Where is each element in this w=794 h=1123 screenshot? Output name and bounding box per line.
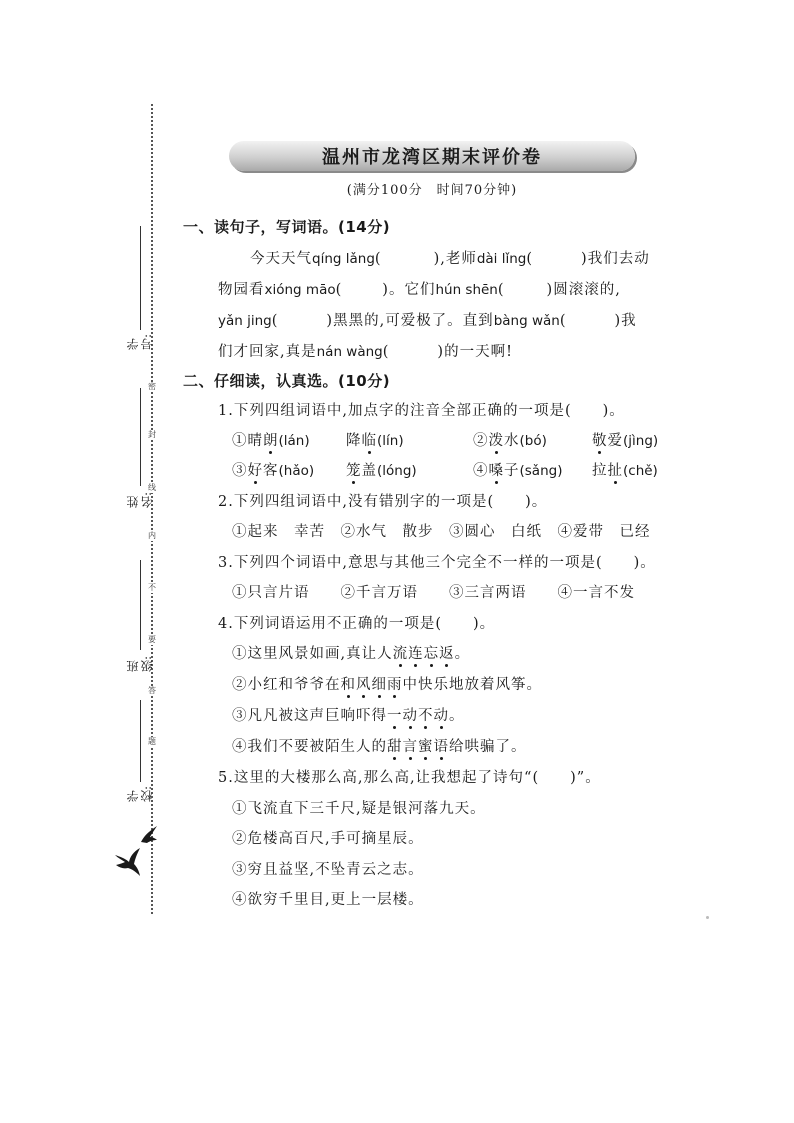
dotted-char: 忘	[423, 646, 440, 662]
text: ),老师	[433, 251, 477, 267]
title-banner	[229, 141, 635, 171]
text: )我们去动	[581, 251, 650, 267]
q1-opt-d2[interactable]: 拉扯(chě)	[592, 463, 658, 479]
q4-option-2[interactable]: ②小红和爷爷在和风细雨中快乐地放着风筝。	[232, 677, 542, 693]
student-id-label: 学号:	[126, 334, 154, 351]
swallow-big-icon	[113, 845, 143, 879]
s1-line-1	[250, 247, 650, 268]
text: (	[382, 344, 390, 360]
dotted-phrase	[341, 677, 403, 693]
q1-opt-b2[interactable]: 敬爱(jìng)	[592, 433, 659, 449]
q2-options[interactable]: ①起来 幸苦 ②水气 散步 ③圆心 白纸 ④爱带 已经	[232, 524, 651, 540]
dotted-phrase	[387, 739, 449, 755]
dotted-char: 动	[402, 708, 418, 724]
dotted-char: 和	[340, 677, 356, 693]
dotted-char: 一	[387, 708, 403, 724]
dotted-char: 临	[361, 433, 377, 449]
name-line	[140, 388, 141, 486]
seal-char: 题	[148, 737, 156, 746]
binding-margin	[0, 0, 160, 1123]
q5-option-1[interactable]: ①飞流直下三千尺,疑是银河落九天。	[232, 801, 486, 817]
pinyin: hún shēn	[435, 282, 498, 298]
question-4: 4.下列词语运用不正确的一项是( )。	[218, 616, 496, 632]
dotted-char: 动	[433, 708, 449, 724]
dotted-char: 甜	[387, 739, 403, 755]
class-label: 班级:	[126, 656, 154, 673]
seal-char: 内	[148, 531, 156, 540]
dotted-char: 嗓	[488, 463, 504, 479]
swallow-small-icon	[138, 822, 160, 846]
name-label: 姓名:	[126, 492, 154, 509]
q5-option-3[interactable]: ③穷且益坚,不坠青云之志。	[232, 862, 424, 878]
text: (	[374, 251, 382, 267]
q5-option-2[interactable]: ②危楼高百尺,手可摘星辰。	[232, 831, 424, 847]
seal-char: 密	[148, 382, 156, 391]
pinyin: yǎn jing	[218, 313, 272, 329]
pinyin: qíng lǎng	[312, 251, 375, 267]
dotted-char: 好	[247, 463, 263, 479]
dotted-char: 风	[356, 677, 372, 693]
dotted-phrase	[393, 646, 455, 662]
text: )的一天啊!	[437, 344, 513, 360]
q3-options[interactable]: ①只言片语 ②千言万语 ③三言两语 ④一言不发	[232, 585, 635, 601]
page-title: 温州市龙湾区期末评价卷	[322, 147, 542, 168]
dotted-char: 语	[433, 739, 449, 755]
pinyin: dài lǐng	[476, 251, 527, 267]
s1-line-4	[218, 340, 513, 361]
q1-opt-a2[interactable]: 降临(lín)	[346, 433, 404, 449]
text: (	[335, 282, 343, 298]
q1-opt-c2[interactable]: 笼盖(lóng)	[346, 463, 417, 479]
text: 们才回家,真是	[218, 344, 317, 360]
text: )。它们	[382, 282, 436, 298]
pinyin: bàng wǎn	[493, 313, 560, 329]
student-id-line	[140, 226, 141, 330]
q1-opt-b1[interactable]: ②泼水(bó)	[473, 433, 547, 449]
s1-line-3	[218, 309, 637, 330]
q1-opt-d1[interactable]: ④嗓子(sǎng)	[473, 463, 563, 479]
question-5: 5.这里的大楼那么高,那么高,让我想起了诗句“( )”。	[218, 770, 601, 786]
text: )黑黑的,可爱极了。直到	[326, 313, 494, 329]
dotted-char: 敬	[592, 433, 608, 449]
school-line	[140, 700, 141, 782]
text: 物园看	[218, 282, 265, 298]
seal-char: 线	[148, 483, 156, 492]
q1-opt-a1[interactable]: ①晴朗(lán)	[232, 433, 310, 449]
seal-char: 要	[148, 635, 156, 644]
school-label: 学校:	[126, 786, 154, 803]
question-2: 2.下列四组词语中,没有错别字的一项是( )。	[218, 494, 548, 510]
question-3: 3.下列四个词语中,意思与其他三个完全不一样的一项是( )。	[218, 555, 656, 571]
text: (	[271, 313, 279, 329]
page-subtitle: (满分100分 时间70分钟)	[346, 183, 518, 198]
dotted-char: 雨	[387, 677, 403, 693]
dotted-char: 言	[402, 739, 418, 755]
dotted-char: 扯	[607, 463, 623, 479]
dotted-phrase	[387, 708, 449, 724]
dotted-char: 连	[408, 646, 424, 662]
text: 今天天气	[250, 251, 312, 267]
seal-char: 答	[148, 686, 156, 695]
scan-speck	[706, 916, 709, 919]
q1-opt-c1[interactable]: ③好客(hǎo)	[232, 463, 315, 479]
dotted-char: 笼	[346, 463, 362, 479]
section-1-heading: 一、读句子，写词语。(14分)	[183, 218, 391, 236]
text: (	[526, 251, 534, 267]
q5-option-4[interactable]: ④欲穷千里目,更上一层楼。	[232, 892, 424, 908]
dotted-char: 不	[418, 708, 434, 724]
q4-option-1[interactable]: ①这里风景如画,真让人流连忘返。	[232, 646, 471, 662]
pinyin: xióng māo	[264, 282, 336, 298]
s1-line-2	[218, 278, 621, 299]
pinyin: nán wàng	[316, 344, 383, 360]
text: (	[559, 313, 567, 329]
text: )我	[614, 313, 637, 329]
seal-char: 不	[148, 583, 156, 592]
dotted-char: 泼	[488, 433, 504, 449]
q4-option-4[interactable]: ④我们不要被陌生人的甜言蜜语给哄骗了。	[232, 739, 527, 755]
class-line	[140, 560, 141, 650]
dotted-char: 流	[392, 646, 409, 662]
q4-option-3[interactable]: ③凡凡被这声巨响吓得一动不动。	[232, 708, 465, 724]
section-2-heading: 二、仔细读，认真选。(10分)	[183, 372, 391, 390]
seal-char: 封	[148, 430, 156, 439]
dotted-char: 细	[371, 677, 387, 693]
text: )圆滚滚的,	[546, 282, 621, 298]
dotted-char: 蜜	[418, 739, 434, 755]
text: (	[497, 282, 505, 298]
dotted-char: 返	[439, 646, 455, 662]
dotted-char: 朗	[263, 433, 279, 449]
question-1: 1.下列四组词语中,加点字的注音全部正确的一项是( )。	[218, 403, 625, 419]
